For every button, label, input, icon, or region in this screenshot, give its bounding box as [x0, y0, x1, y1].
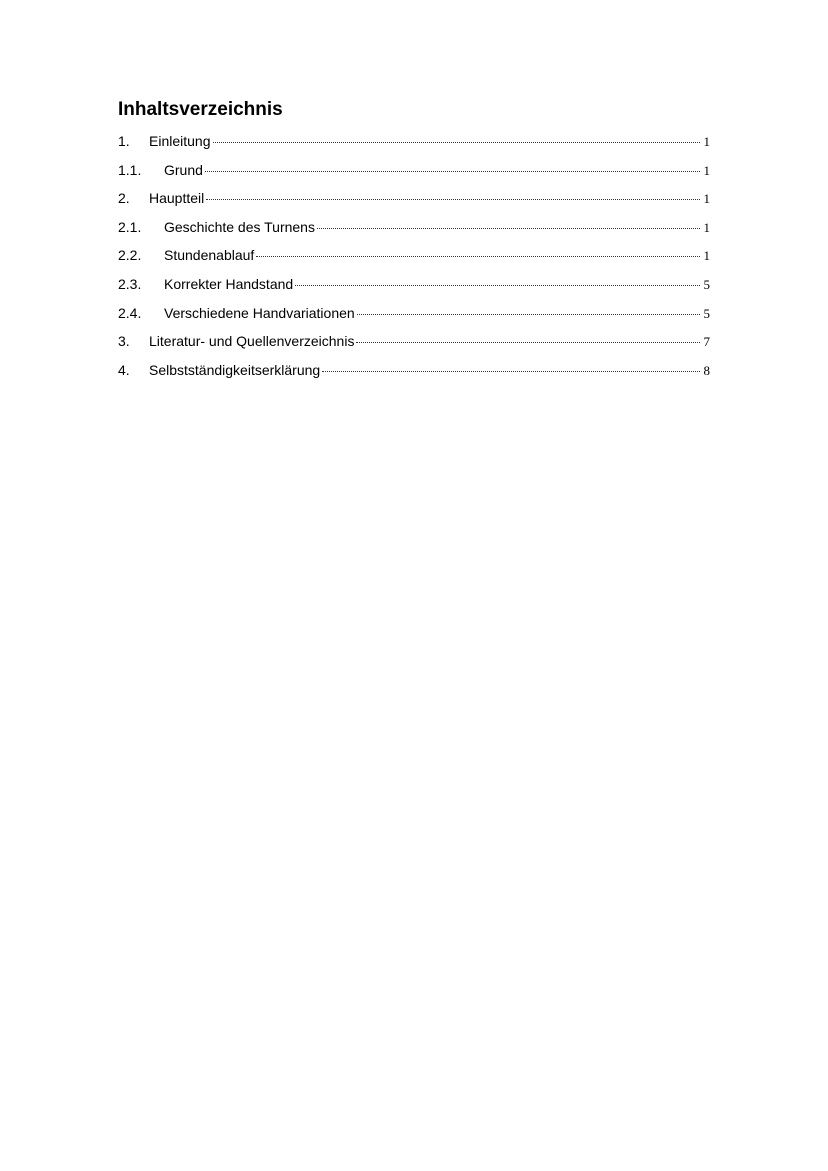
toc-entry-title: Grund: [164, 161, 203, 178]
toc-entry-number: 2.: [118, 190, 130, 207]
toc-entry-title: Stundenablauf: [164, 247, 255, 264]
toc-entry-title: Einleitung: [149, 133, 211, 149]
dot-leader: [295, 285, 700, 286]
toc-entry-korrekter-handstand[interactable]: [118, 274, 710, 303]
toc-entry-number: 1.1.: [118, 161, 142, 178]
toc-entry-number: 2.3.: [118, 275, 142, 292]
dot-leader: [206, 199, 700, 200]
toc-entry-page: 1: [703, 134, 710, 149]
toc-entry-einleitung[interactable]: [118, 131, 710, 160]
toc-entry-grund[interactable]: [118, 160, 710, 189]
dot-leader: [322, 371, 700, 372]
toc-entry-page: 8: [703, 362, 710, 378]
toc-entry-title: Hauptteil: [149, 190, 205, 207]
toc-entry-page: 5: [703, 276, 710, 292]
dot-leader: [256, 256, 700, 257]
toc-entry-title: Geschichte des Turnens: [164, 218, 315, 235]
toc-entry-number: 2.2.: [118, 247, 142, 264]
toc-entry-title: Korrekter Handstand: [164, 275, 294, 292]
toc-entry-page: 1: [703, 191, 710, 207]
toc-entry-page: 1: [703, 248, 710, 264]
toc-entry-title: Selbstständigkeitserklärung: [149, 361, 321, 378]
dot-leader: [357, 314, 700, 315]
toc-entry-page: 1: [703, 219, 710, 235]
dot-leader: [205, 171, 700, 172]
toc-entry-title: Literatur- und Quellenverzeichnis: [149, 333, 355, 350]
toc-entry-literaturverzeichnis[interactable]: [118, 331, 710, 360]
toc-entry-number: 2.4.: [118, 304, 142, 321]
toc-entry-geschichte-des-turnens[interactable]: [118, 217, 710, 246]
toc-entry-number: 1.: [118, 133, 130, 149]
toc-heading: Inhaltsverzeichnis: [118, 99, 283, 120]
dot-leader: [356, 342, 700, 343]
toc-entry-page: 7: [703, 334, 710, 350]
toc-entry-number: 3.: [118, 333, 130, 350]
toc-entry-hauptteil[interactable]: [118, 188, 710, 217]
toc-entry-page: 1: [703, 162, 710, 178]
toc-entry-verschiedene-handvariationen[interactable]: [118, 303, 710, 332]
dot-leader: [317, 228, 700, 229]
table-of-contents: [118, 131, 710, 388]
toc-entry-number: 4.: [118, 361, 130, 378]
toc-entry-title: Verschiedene Handvariationen: [164, 304, 355, 321]
toc-entry-selbststaendigkeitserklaerung[interactable]: [118, 360, 710, 389]
toc-entry-number: 2.1.: [118, 218, 142, 235]
toc-entry-stundenablauf[interactable]: [118, 245, 710, 274]
dot-leader: [213, 142, 701, 143]
toc-entry-page: 5: [703, 305, 710, 321]
